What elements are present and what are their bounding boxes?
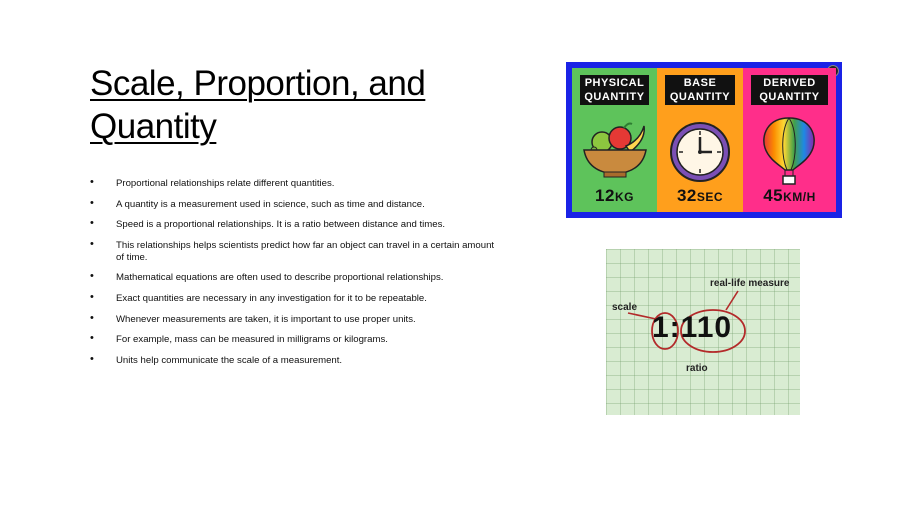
- panel-label: [751, 75, 828, 105]
- bullet-item: [90, 196, 500, 211]
- bullet-dot: •: [90, 270, 94, 283]
- panel-label-line-2: QUANTITY: [669, 91, 731, 103]
- bullet-text: Speed is a proportional relationships. It is a ratio between distance and times.: [116, 219, 446, 231]
- hot-air-balloon-icon: [759, 116, 819, 186]
- bullet-list: [90, 178, 500, 376]
- bullet-item: [90, 272, 500, 284]
- value-unit: KG: [614, 190, 634, 204]
- real-life-measure-label: real-life measure: [710, 278, 790, 289]
- clock-icon: [668, 120, 732, 184]
- ratio-value: 1:110: [652, 311, 733, 344]
- bullet-dot: •: [90, 290, 94, 303]
- panel-value: [743, 186, 836, 206]
- bullet-item: [90, 311, 500, 326]
- bullet-dot: •: [90, 196, 94, 209]
- value-unit: SEC: [696, 190, 724, 204]
- panel-label: [580, 75, 649, 105]
- bullet-text: Proportional relationships relate different quantities.: [116, 178, 335, 189]
- ratio-label: ratio: [686, 363, 708, 374]
- title-line-1: Scale, Proportion, and: [90, 64, 426, 103]
- scale-label: scale: [612, 302, 638, 313]
- value-unit: KM/H: [783, 190, 816, 204]
- value-number: 32: [676, 186, 697, 205]
- panel-value: [572, 186, 657, 206]
- panel-label-line-2: QUANTITY: [759, 91, 820, 103]
- panel-label-line-1: BASE: [683, 77, 717, 89]
- bullet-dot: •: [90, 176, 94, 188]
- bullet-text: For example, mass can be measured in milligrams or kilograms.: [116, 334, 388, 346]
- bullet-dot: •: [90, 217, 94, 230]
- bullet-dot: •: [90, 332, 94, 345]
- bullet-dot: •: [90, 238, 94, 251]
- bullet-dot: •: [90, 353, 94, 365]
- value-number: 45: [763, 186, 784, 205]
- bullet-item: [90, 178, 500, 190]
- bullet-text: Whenever measurements are taken, it is important to use proper units.: [116, 313, 416, 325]
- panel-value: [657, 186, 743, 206]
- bullet-item: [90, 355, 500, 367]
- quantity-infographic: [566, 62, 842, 218]
- physical-quantity-panel: [572, 68, 657, 212]
- ratio-illustration: [606, 249, 800, 415]
- bullet-item: [90, 334, 500, 346]
- title-line-2: Quantity: [90, 107, 217, 146]
- bullet-text: Mathematical equations are often used to describe proportional relationships.: [116, 272, 444, 284]
- bullet-text: A quantity is a measurement used in science, such as time and distance.: [116, 198, 425, 210]
- bullet-text: This relationships helps scientists predict how far an object can travel in a certain amount of time.: [116, 240, 495, 263]
- bullet-text: Exact quantities are necessary in any investigation for it to be repeatable.: [116, 292, 427, 304]
- bullet-item: [90, 290, 500, 305]
- value-number: 12: [595, 186, 615, 205]
- fruit-bowl-icon: [580, 120, 650, 180]
- derived-quantity-panel: [743, 68, 836, 212]
- slide-title: [90, 62, 510, 148]
- panel-label-line-2: QUANTITY: [584, 91, 645, 103]
- panel-label-line-1: PHYSICAL: [584, 77, 645, 89]
- panel-label: [665, 75, 735, 105]
- bullet-dot: •: [90, 311, 94, 324]
- bullet-item: [90, 240, 500, 263]
- bullet-item: [90, 219, 500, 231]
- panel-label-line-1: DERIVED: [763, 77, 816, 89]
- base-quantity-panel: [657, 68, 743, 212]
- bullet-text: Units help communicate the scale of a measurement.: [116, 355, 343, 366]
